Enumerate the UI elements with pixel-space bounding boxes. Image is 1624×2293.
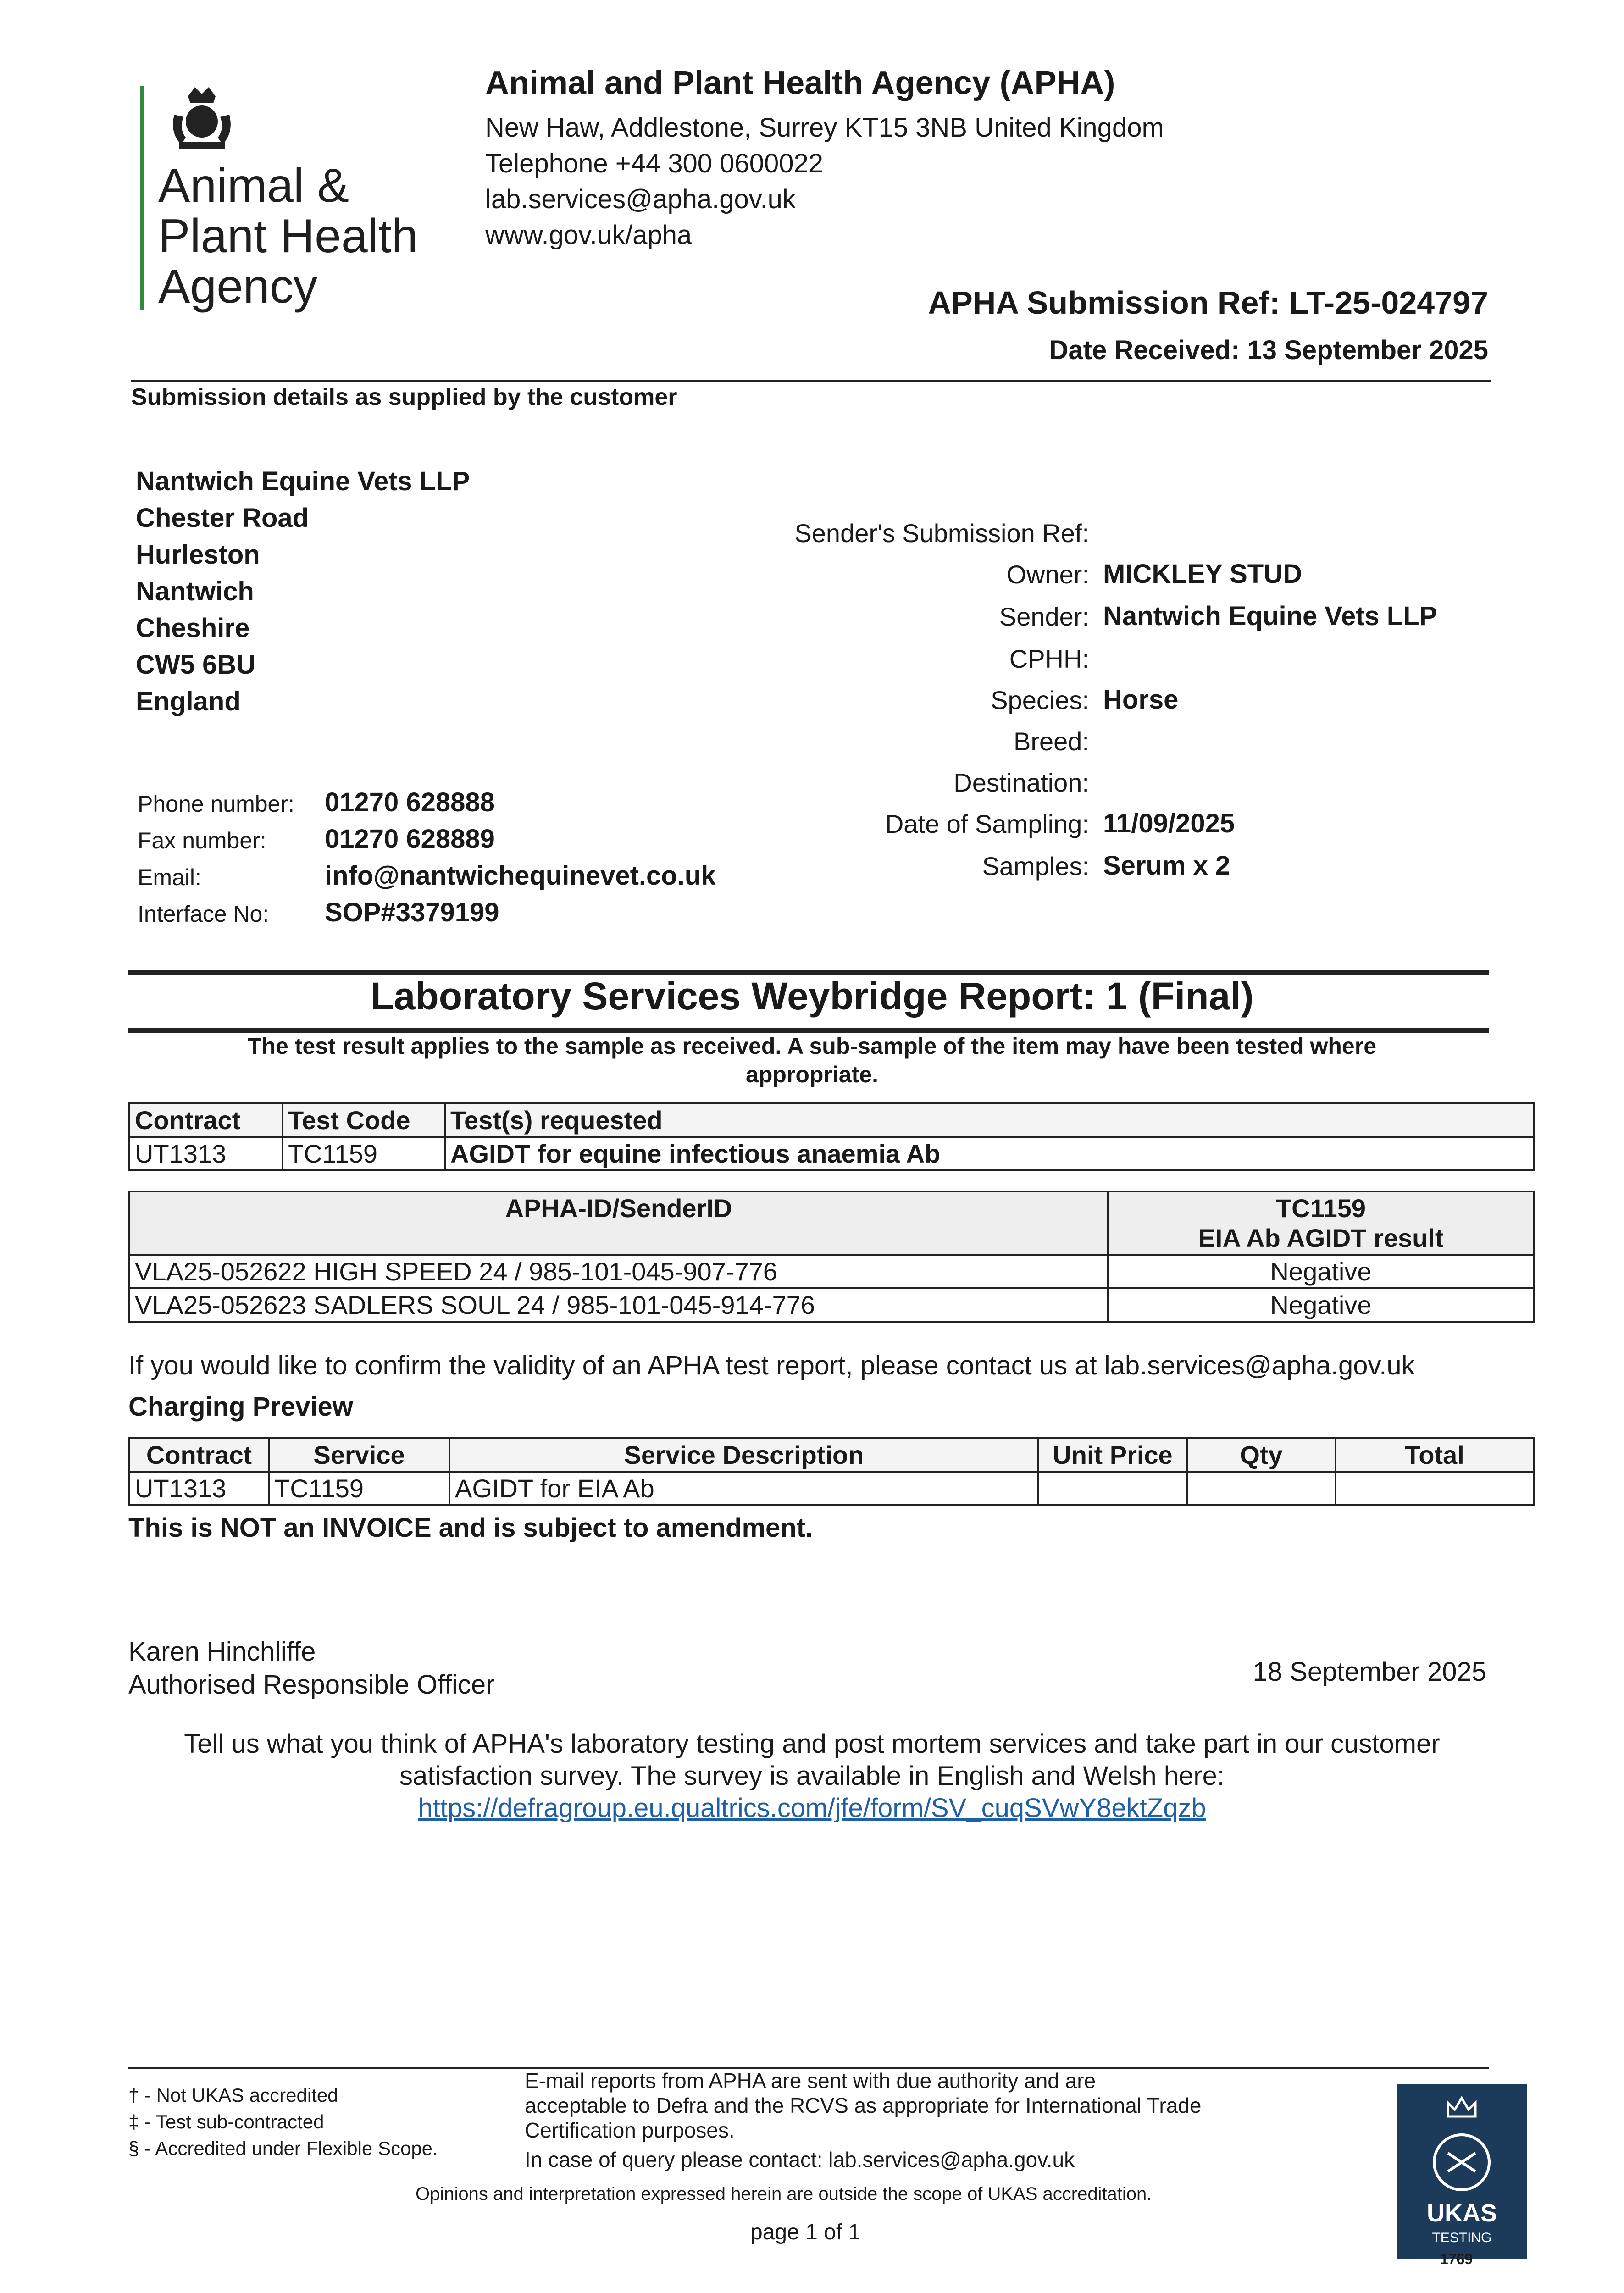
interface-value: SOP#3379199 (325, 897, 499, 927)
not-invoice-text: This is NOT an INVOICE and is subject to amendment. (128, 1513, 813, 1543)
table-cell: TC1159 (283, 1137, 445, 1170)
table-header-row (129, 1191, 1534, 1255)
table-cell: UT1313 (129, 1137, 283, 1170)
survey-block (0, 1728, 1624, 1824)
result-header: EIA Ab AGIDT result (1198, 1224, 1444, 1252)
table-header-row (129, 1438, 1534, 1472)
column-header: Test Code (283, 1103, 445, 1137)
table-row (129, 1255, 1534, 1288)
owner-label: Owner: (1006, 560, 1089, 589)
column-header: Unit Price (1038, 1438, 1187, 1472)
agency-name: Animal and Plant Health Agency (APHA) (485, 65, 1115, 101)
sample-result: Negative (1108, 1288, 1534, 1322)
results-table (128, 1191, 1535, 1323)
customer-address (136, 463, 470, 720)
table-cell: AGIDT for EIA Ab (449, 1472, 1038, 1505)
address-line: Chester Road (136, 503, 309, 533)
species-label: Species: (991, 686, 1089, 714)
date-received: Date Received: 13 September 2025 (1049, 335, 1488, 365)
email-note-line: E-mail reports from APHA are sent with due authority and are (525, 2069, 1096, 2093)
table-cell: AGIDT for equine infectious anaemia Ab (445, 1137, 1534, 1170)
sample-id: VLA25-052623 SADLERS SOUL 24 / 985-101-045-914-776 (129, 1288, 1108, 1322)
address-line: England (136, 687, 241, 716)
logo-line-1: Animal & (158, 159, 349, 212)
query-line: In case of query please contact: lab.services@apha.gov.uk (525, 2148, 1075, 2171)
legend-item: § - Accredited under Flexible Scope. (128, 2138, 438, 2159)
column-header (1108, 1191, 1534, 1255)
ukas-sub: TESTING (1432, 2230, 1492, 2245)
table-row (129, 1137, 1534, 1170)
address-line: Nantwich Equine Vets LLP (136, 466, 470, 496)
agency-telephone: Telephone +44 300 0600022 (485, 149, 823, 178)
samples-value: Serum x 2 (1103, 851, 1230, 881)
column-header: Contract (129, 1103, 283, 1137)
column-header: Qty (1187, 1438, 1336, 1472)
test-code-header: TC1159 (1275, 1194, 1366, 1223)
sample-id: VLA25-052622 HIGH SPEED 24 / 985-101-045-907-776 (129, 1255, 1108, 1288)
sender-value: Nantwich Equine Vets LLP (1103, 601, 1437, 631)
destination-label: Destination: (953, 768, 1089, 797)
crown-icon (1443, 2094, 1480, 2121)
address-line: Nantwich (136, 576, 254, 606)
phone-value: 01270 628888 (325, 787, 495, 817)
submission-ref: APHA Submission Ref: LT-25-024797 (928, 285, 1488, 321)
fax-label: Fax number: (138, 828, 266, 853)
ukas-name: UKAS (1426, 2199, 1497, 2227)
ukas-number: 1769 (1440, 2251, 1473, 2267)
survey-line-1: Tell us what you think of APHA's laboratory testing and post mortem services and take part in our customer (184, 1729, 1440, 1759)
table-cell (1187, 1472, 1336, 1505)
table-row (129, 1472, 1534, 1505)
charging-heading: Charging Preview (128, 1392, 353, 1422)
validity-text: If you would like to confirm the validity of an APHA test report, please contact us at lab.services@apha.gov.uk (128, 1351, 1415, 1380)
email-label: Email: (138, 864, 201, 890)
address-line: CW5 6BU (136, 650, 256, 680)
column-header: APHA-ID/SenderID (129, 1191, 1108, 1255)
table-cell (1038, 1472, 1187, 1505)
species-value: Horse (1103, 685, 1179, 714)
page-number: page 1 of 1 (750, 2220, 861, 2244)
address-line: Cheshire (136, 613, 250, 643)
agency-website: www.gov.uk/apha (485, 220, 692, 250)
signatory-title: Authorised Responsible Officer (128, 1670, 495, 1700)
legend-item: † - Not UKAS accredited (128, 2084, 338, 2106)
signatory-date: 18 September 2025 (1253, 1657, 1486, 1687)
owner-value: MICKLEY STUD (1103, 559, 1302, 589)
sampling-date-value: 11/09/2025 (1103, 809, 1235, 838)
senders-ref-label: Sender's Submission Ref: (794, 519, 1089, 548)
column-header: Contract (129, 1438, 269, 1472)
footer-legend (128, 2082, 438, 2162)
ukas-emblem-icon (1430, 2130, 1494, 2194)
agency-email: lab.services@apha.gov.uk (485, 184, 796, 214)
opinions-text: Opinions and interpretation expressed herein are outside the scope of UKAS accreditation. (416, 2184, 1152, 2204)
column-header: Service (269, 1438, 449, 1472)
agency-address: New Haw, Addlestone, Surrey KT15 3NB United Kingdom (485, 113, 1164, 143)
royal-crest-icon (161, 83, 243, 156)
table-cell: UT1313 (129, 1472, 269, 1505)
interface-label: Interface No: (138, 901, 269, 927)
submission-heading: Submission details as supplied by the customer (131, 384, 677, 410)
logo-line-3: Agency (158, 260, 317, 313)
logo-green-bar (140, 86, 144, 310)
email-note-line: Certification purposes. (525, 2118, 735, 2142)
sender-label: Sender: (999, 602, 1089, 631)
cphh-label: CPHH: (1009, 644, 1089, 673)
report-title: Laboratory Services Weybridge Report: 1 (Final) (370, 975, 1254, 1018)
column-header: Service Description (449, 1438, 1038, 1472)
charging-table (128, 1437, 1535, 1506)
logo-line-2: Plant Health (158, 210, 418, 263)
agency-logo-text (158, 161, 418, 312)
tests-table (128, 1102, 1535, 1171)
phone-label: Phone number: (138, 791, 294, 817)
survey-link[interactable]: https://defragroup.eu.qualtrics.com/jfe/form/SV_cuqSVwY8ektZqzb (418, 1793, 1206, 1823)
signatory-name: Karen Hinchliffe (128, 1637, 316, 1667)
email-value: info@nantwichequinevet.co.uk (325, 861, 716, 891)
email-note (525, 2068, 1201, 2172)
address-line: Hurleston (136, 540, 260, 570)
table-cell (1336, 1472, 1534, 1505)
survey-line-2: satisfaction survey. The survey is available in English and Welsh here: (399, 1761, 1225, 1791)
sampling-date-label: Date of Sampling: (885, 809, 1089, 838)
email-note-line: acceptable to Defra and the RCVS as appropriate for International Trade (525, 2094, 1202, 2117)
table-header-row (129, 1103, 1534, 1137)
ukas-badge (1397, 2084, 1527, 2259)
breed-label: Breed: (1014, 727, 1089, 756)
column-header: Test(s) requested (445, 1103, 1534, 1137)
table-cell: TC1159 (269, 1472, 449, 1505)
fax-value: 01270 628889 (325, 824, 495, 854)
legend-item: ‡ - Test sub-contracted (128, 2111, 324, 2132)
column-header: Total (1336, 1438, 1534, 1472)
report-note (0, 1032, 1624, 1089)
divider (131, 380, 1491, 382)
samples-label: Samples: (982, 852, 1089, 881)
table-row (129, 1288, 1534, 1322)
sample-result: Negative (1108, 1255, 1534, 1288)
report-note-text: The test result applies to the sample as received. A sub-sample of the item may have been tested where appropriate. (247, 1033, 1376, 1087)
